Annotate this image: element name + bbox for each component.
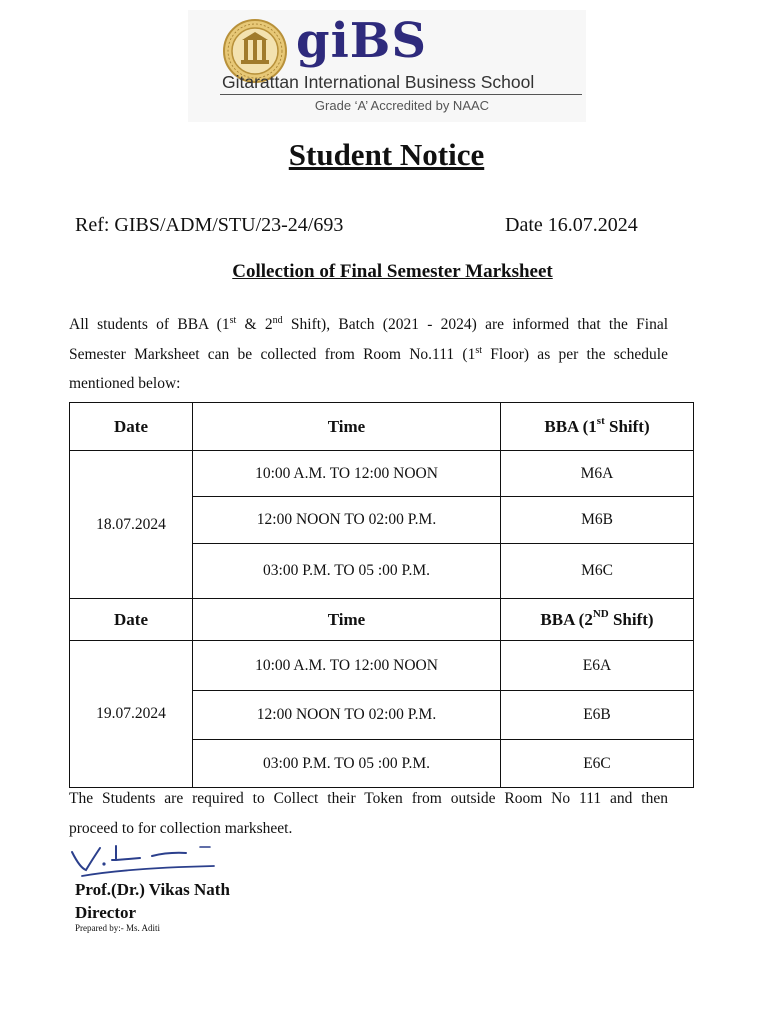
- reference-number: Ref: GIBS/ADM/STU/23-24/693: [75, 214, 344, 236]
- instruction-line-1: The Students are required to Collect their Token from outside Room No 111 and then: [69, 790, 668, 807]
- header-time: Time: [193, 403, 501, 451]
- schedule-date: 18.07.2024: [70, 451, 193, 599]
- time-slot: 12:00 NOON TO 02:00 P.M.: [193, 497, 501, 544]
- table-header-row: [70, 599, 694, 641]
- notice-subject: Collection of Final Semester Marksheet: [232, 261, 553, 282]
- header-date: Date: [70, 599, 193, 641]
- intro-line-3: mentioned below:: [69, 375, 181, 392]
- signature-image: [68, 838, 218, 880]
- time-slot: 03:00 P.M. TO 05 :00 P.M.: [193, 544, 501, 599]
- section-code: E6A: [501, 641, 694, 691]
- instruction-line-2: proceed to for collection marksheet.: [69, 819, 293, 837]
- intro-paragraph: [69, 310, 668, 399]
- section-code: M6C: [501, 544, 694, 599]
- section-code: E6C: [501, 740, 694, 788]
- section-code: M6A: [501, 451, 694, 497]
- intro-line-1: All students of BBA (1st & 2nd Shift), Batch (2021 - 2024) are informed that the Final: [69, 315, 669, 333]
- brand-name: giBS: [296, 13, 428, 69]
- accreditation-text: Grade ‘A’ Accredited by NAAC: [314, 98, 490, 113]
- time-slot: 10:00 A.M. TO 12:00 NOON: [193, 451, 501, 497]
- intro-line-2: Semester Marksheet can be collected from Room No.111 (1st Floor) as per the schedule: [69, 344, 668, 363]
- header-time: Time: [193, 599, 501, 641]
- time-slot: 10:00 A.M. TO 12:00 NOON: [193, 641, 501, 691]
- logo-divider: [220, 94, 582, 95]
- table-row: [70, 641, 694, 691]
- prepared-by: Prepared by:- Ms. Aditi: [75, 923, 160, 933]
- table-header-row: [70, 403, 694, 451]
- header-group: BBA (1st Shift): [501, 403, 694, 451]
- school-name: Gitarattan International Business School: [222, 72, 535, 92]
- notice-date: Date 16.07.2024: [505, 214, 638, 236]
- header-group: BBA (2ND Shift): [501, 599, 694, 641]
- schedule-date: 19.07.2024: [70, 641, 193, 788]
- signatory-title: Director: [75, 903, 137, 922]
- section-code: E6B: [501, 691, 694, 740]
- collection-instructions: [69, 784, 668, 843]
- schedule-table: [69, 402, 694, 788]
- table-row: [70, 451, 694, 497]
- signatory-name: Prof.(Dr.) Vikas Nath: [75, 880, 230, 899]
- notice-title: Student Notice: [288, 137, 485, 172]
- header-date: Date: [70, 403, 193, 451]
- time-slot: 12:00 NOON TO 02:00 P.M.: [193, 691, 501, 740]
- section-code: M6B: [501, 497, 694, 544]
- time-slot: 03:00 P.M. TO 05 :00 P.M.: [193, 740, 501, 788]
